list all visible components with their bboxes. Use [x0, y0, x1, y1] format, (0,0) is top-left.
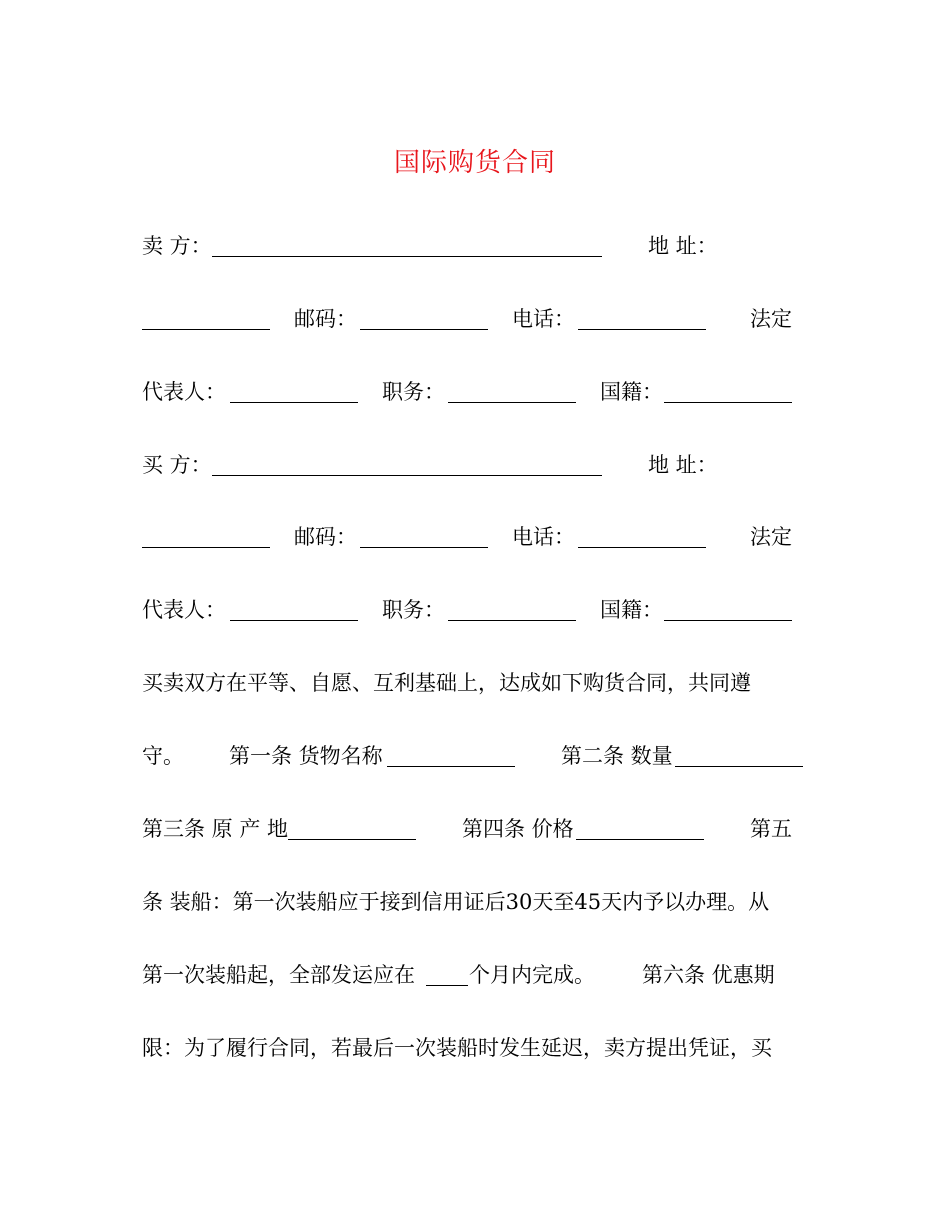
seller-postcode-label: 邮码： [294, 307, 357, 331]
seller-position-label: 职务： [382, 380, 445, 404]
article3-blank [288, 839, 416, 840]
seller-legal-label: 法定 [750, 307, 792, 331]
buyer-name-blank [212, 475, 602, 476]
article5-start: 第五 [750, 817, 792, 841]
seller-nationality-blank [664, 402, 792, 403]
intro-text: 买卖双方在平等、自愿、互利基础上，达成如下购货合同，共同遵 [142, 671, 751, 695]
article5-cont-line [142, 958, 807, 992]
buyer-address-blank [142, 547, 270, 548]
articles-1-2-line [142, 739, 807, 773]
buyer-position-label: 职务： [382, 598, 445, 622]
seller-name-blank [212, 256, 602, 257]
document-title: 国际购货合同 [393, 148, 556, 178]
intro-end: 守。 [142, 744, 184, 768]
article2-label: 第二条 数量 [561, 744, 673, 768]
seller-rep-label: 代表人： [142, 380, 226, 404]
buyer-phone-blank [578, 547, 706, 548]
article6-text: 限：为了履行合同，若最后一次装船时发生延迟，卖方提出凭证，买 [142, 1036, 772, 1060]
article4-blank [576, 839, 704, 840]
seller-contact-line [142, 302, 807, 336]
buyer-phone-label: 电话： [512, 525, 575, 549]
article5-cont-b: 个月内完成。 [469, 963, 595, 987]
seller-phone-label: 电话： [512, 307, 575, 331]
seller-nationality-label: 国籍： [600, 380, 663, 404]
seller-position-blank [448, 402, 576, 403]
articles-3-4-line [142, 812, 807, 846]
buyer-postcode-blank [360, 547, 488, 548]
seller-label: 卖 方： [142, 234, 212, 258]
seller-address-blank [142, 329, 270, 330]
seller-postcode-blank [360, 329, 488, 330]
article1-label: 第一条 货物名称 [229, 744, 383, 768]
article2-blank [675, 766, 803, 767]
buyer-rep-blank [230, 620, 358, 621]
buyer-address-label: 地 址： [648, 453, 718, 477]
buyer-label: 买 方： [142, 453, 212, 477]
intro-line [142, 666, 807, 700]
buyer-legal-label: 法定 [750, 525, 792, 549]
article6-start: 第六条 优惠期 [642, 963, 775, 987]
article5-cont-a: 第一次装船起，全部发运应在 [142, 963, 415, 987]
article5-text: 条 装船：第一次装船应于接到信用证后30天至45天内予以办理。从 [142, 890, 770, 914]
article4-label: 第四条 价格 [462, 817, 574, 841]
buyer-position-blank [448, 620, 576, 621]
buyer-nationality-blank [664, 620, 792, 621]
article3-label: 第三条 原 产 地 [142, 817, 289, 841]
buyer-line [142, 448, 807, 482]
seller-line [142, 229, 807, 263]
article6-line [142, 1031, 807, 1065]
article5-line [142, 885, 807, 919]
buyer-postcode-label: 邮码： [294, 525, 357, 549]
buyer-contact-line [142, 520, 807, 554]
seller-rep-blank [230, 402, 358, 403]
seller-phone-blank [578, 329, 706, 330]
buyer-rep-line [142, 593, 807, 627]
article1-blank [387, 766, 515, 767]
buyer-nationality-label: 国籍： [600, 598, 663, 622]
months-blank [426, 985, 468, 986]
seller-address-label: 地 址： [648, 234, 718, 258]
buyer-rep-label: 代表人： [142, 598, 226, 622]
seller-rep-line [142, 375, 807, 409]
